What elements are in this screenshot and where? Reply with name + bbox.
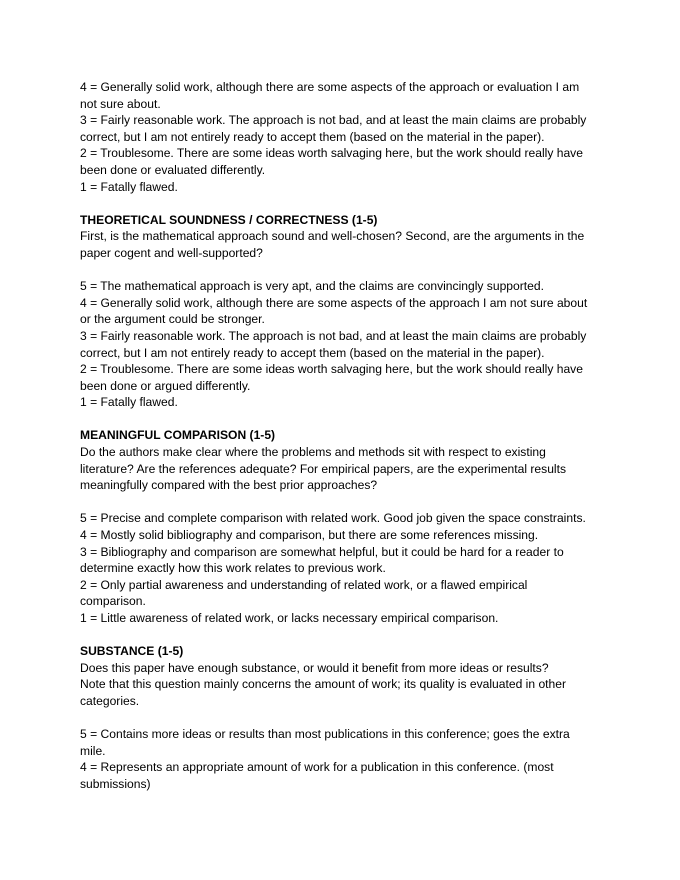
text-line: 4 = Generally solid work, although there are some aspects of the approach or evaluation I am	[80, 80, 580, 94]
text-line: 2 = Troublesome. There are some ideas worth salvaging here, but the work should really have	[80, 146, 583, 161]
text-line: First, is the mathematical approach sound and well-chosen? Second, are the arguments in the	[80, 229, 585, 244]
text-line: 1 = Fatally flawed.	[80, 395, 178, 410]
paragraph-gap	[80, 710, 640, 727]
text-line: 1 = Fatally flawed.	[80, 179, 178, 194]
section-theoretical-soundness	[80, 212, 640, 411]
paragraph-gap	[80, 627, 640, 644]
text-line: not sure about.	[80, 96, 161, 111]
text-line: mile.	[80, 743, 106, 758]
paragraph-gap	[80, 494, 640, 511]
text-line: 3 = Fairly reasonable work. The approach is not bad, and at least the main claims are probably	[80, 328, 587, 343]
text-line: 5 = Contains more ideas or results than most publications in this conference; goes the extra	[80, 727, 570, 742]
text-line: paper cogent and well-supported?	[80, 245, 263, 260]
text-line: determine exactly how this work relates to previous work.	[80, 561, 386, 576]
text-line: correct, but I am not entirely ready to accept them (based on the material in the paper).	[80, 345, 545, 360]
text-line: 2 = Troublesome. There are some ideas worth salvaging here, but the work should really have	[80, 362, 583, 377]
section-substance	[80, 643, 640, 792]
text-line: submissions)	[80, 776, 151, 791]
text-line: 5 = The mathematical approach is very apt, and the claims are convincingly supported.	[80, 279, 544, 294]
text-line: 5 = Precise and complete comparison with related work. Good job given the space constraints.	[80, 511, 586, 526]
text-line: 3 = Fairly reasonable work. The approach is not bad, and at least the main claims are probably	[80, 113, 587, 128]
text-line: 2 = Only partial awareness and understanding of related work, or a flawed empirical	[80, 577, 528, 592]
paragraph-gap	[80, 262, 640, 279]
section-heading: SUBSTANCE (1-5)	[80, 644, 184, 659]
text-line: been done or argued differently.	[80, 378, 251, 393]
text-line: 1 = Little awareness of related work, or lacks necessary empirical comparison.	[80, 611, 499, 625]
section-heading: MEANINGFUL COMPARISON (1-5)	[80, 428, 276, 443]
text-line: Note that this question mainly concerns the amount of work; its quality is evaluated in other	[80, 677, 567, 692]
text-line: or the argument could be stronger.	[80, 312, 265, 327]
text-line: 4 = Mostly solid bibliography and comparison, but there are some references missing.	[80, 528, 539, 543]
text-line: 4 = Generally solid work, although there are some aspects of the approach I am not sure about	[80, 295, 588, 310]
text-line: been done or evaluated differently.	[80, 162, 266, 177]
text-line: 3 = Bibliography and comparison are somewhat helpful, but it could be hard for a reader to	[80, 544, 564, 559]
text-line: correct, but I am not entirely ready to accept them (based on the material in the paper).	[80, 129, 545, 144]
top-scale-block	[80, 79, 640, 195]
text-line: 4 = Represents an appropriate amount of work for a publication in this conference. (most	[80, 760, 554, 775]
paragraph-gap	[80, 411, 640, 428]
text-line: comparison.	[80, 594, 146, 609]
section-heading: THEORETICAL SOUNDNESS / CORRECTNESS (1-5)	[80, 212, 378, 227]
text-line: Do the authors make clear where the problems and methods sit with respect to existing	[80, 445, 546, 460]
text-line: categories.	[80, 693, 140, 708]
text-line: literature? Are the references adequate? For empirical papers, are the experimental results	[80, 461, 567, 476]
text-line: Does this paper have enough substance, or would it benefit from more ideas or results?	[80, 660, 549, 675]
text-line: meaningfully compared with the best prior approaches?	[80, 478, 378, 493]
section-meaningful-comparison	[80, 427, 640, 626]
paragraph-gap	[80, 195, 640, 212]
